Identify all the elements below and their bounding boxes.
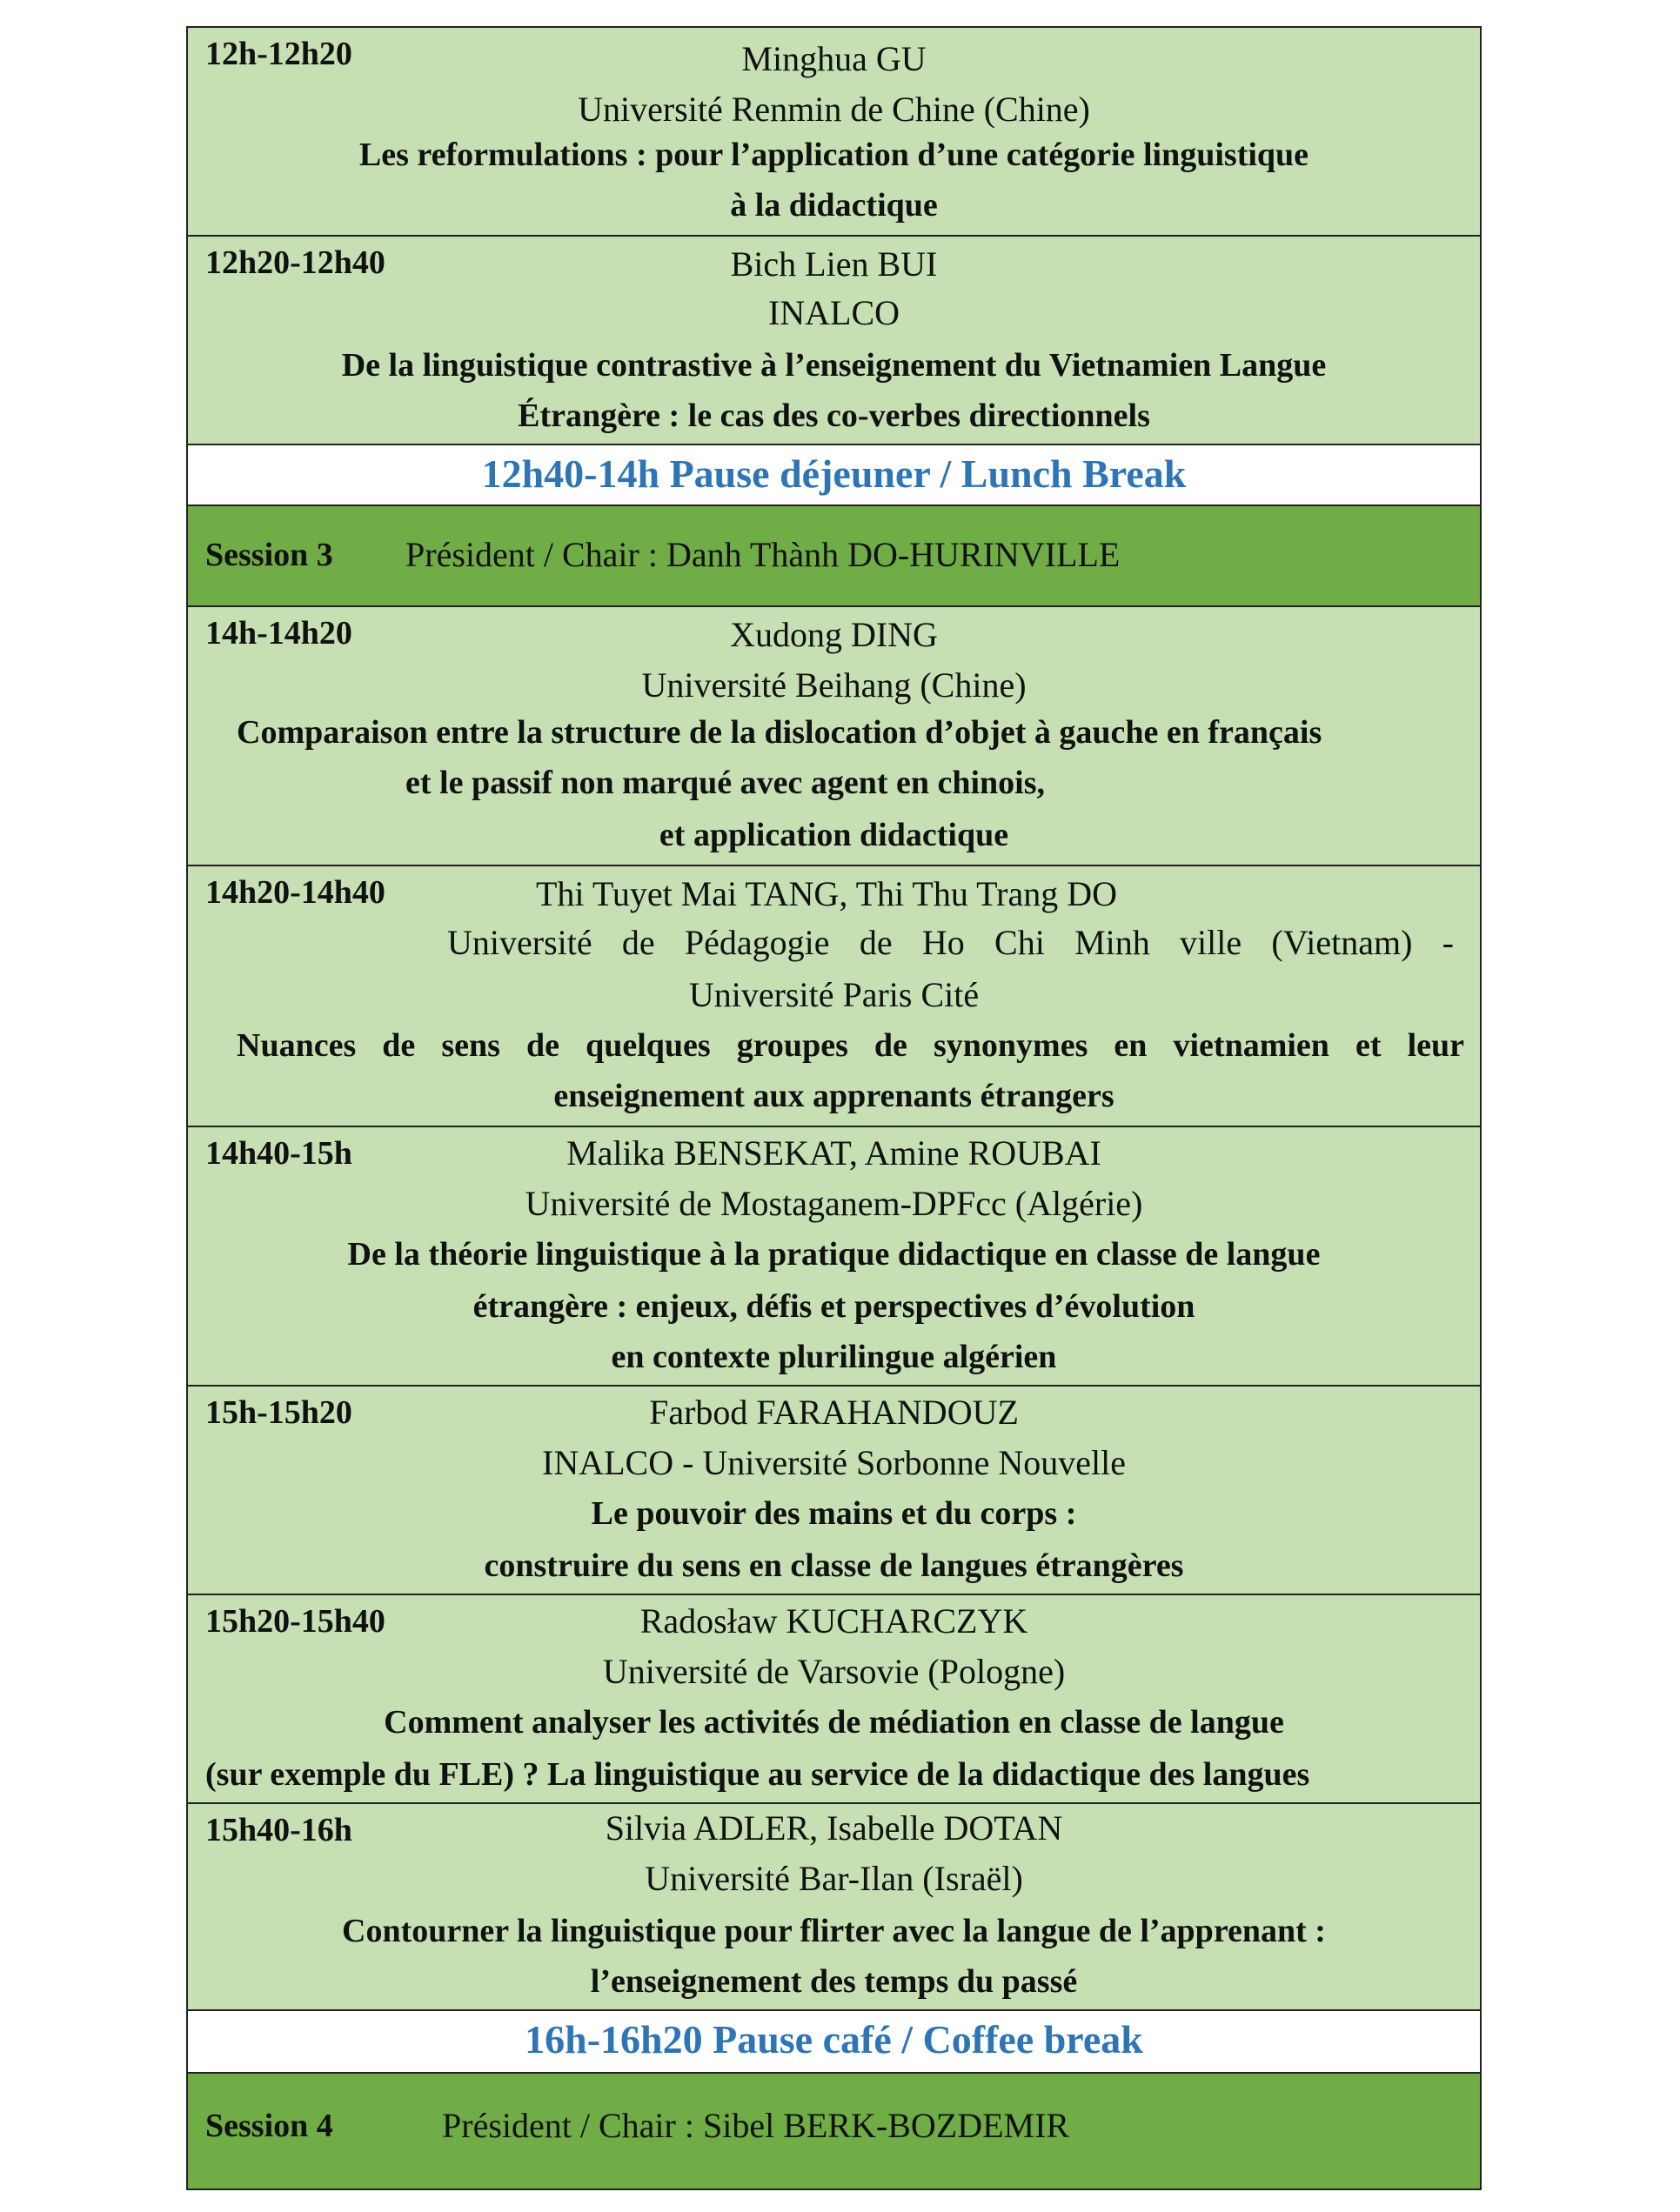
talk-time: 15h-15h20 (205, 1394, 352, 1431)
talk-title-line: Les reformulations : pour l’application d’une catégorie linguistique (358, 137, 1309, 173)
break-row (188, 445, 1480, 506)
talk-title-line: Comparaison entre la structure de la dislocation d’objet à gauche en français (237, 714, 1322, 751)
talk-title-line: et application didactique (659, 817, 1009, 853)
break-label: 12h40-14h Pause déjeuner / Lunch Break (481, 451, 1187, 496)
talk-title-line: Étrangère : le cas des co-verbes directionnels (518, 398, 1150, 434)
talk-title-line: en contexte plurilingue algérien (611, 1339, 1057, 1375)
talk-row (188, 28, 1480, 237)
speaker-names: Silvia ADLER, Isabelle DOTAN (605, 1808, 1063, 1848)
speaker-affiliation: INALCO (767, 293, 900, 332)
speaker-affiliation: Université de Pédagogie de Ho Chi Minh ville (Vietnam) - (447, 923, 1454, 962)
session-label: Session 3 (205, 537, 333, 573)
session-chair: Président / Chair : Danh Thành DO-HURINVILLE (405, 535, 1121, 574)
session-chair: Président / Chair : Sibel BERK-BOZDEMIR (442, 2106, 1070, 2145)
talk-title-line: construire du sens en classe de langues étrangères (484, 1547, 1184, 1584)
speaker-affiliation: Université Bar-Ilan (Israël) (645, 1859, 1023, 1898)
break-label: 16h-16h20 Pause café / Coffee break (525, 2017, 1143, 2062)
speaker-affiliation: Université de Varsovie (Pologne) (602, 1652, 1066, 1691)
talk-row (188, 607, 1480, 866)
speaker-names: Farbod FARAHANDOUZ (649, 1393, 1019, 1432)
talk-time: 15h20-15h40 (205, 1603, 385, 1640)
talk-time: 14h-14h20 (205, 615, 352, 652)
speaker-affiliation: Université Paris Cité (688, 975, 980, 1014)
speaker-names: Xudong DING (730, 615, 938, 654)
talk-title-line: Comment analyser les activités de médiation en classe de langue (384, 1704, 1284, 1741)
speaker-affiliation: Université Renmin de Chine (Chine) (578, 90, 1090, 129)
talk-row (188, 1127, 1480, 1387)
speaker-names: Bich Lien BUI (730, 244, 938, 284)
speaker-affiliation: Université de Mostaganem-DPFcc (Algérie) (525, 1184, 1143, 1223)
talk-title-line: De la linguistique contrastive à l’enseignement du Vietnamien Langue (341, 347, 1327, 384)
session-row (188, 506, 1480, 607)
talk-row (188, 1595, 1480, 1804)
talk-row (188, 237, 1480, 445)
talk-time: 14h20-14h40 (205, 874, 385, 911)
talk-row (188, 1804, 1480, 2011)
talk-title-line: Nuances de sens de quelques groupes de synonymes en vietnamien et leur (237, 1027, 1464, 1064)
talk-title-line: Contourner la linguistique pour flirter avec la langue de l’apprenant : (342, 1913, 1326, 1949)
session-label: Session 4 (205, 2108, 333, 2144)
speaker-names: Malika BENSEKAT, Amine ROUBAI (566, 1133, 1101, 1173)
talk-row (188, 1387, 1480, 1595)
talk-row (188, 866, 1480, 1127)
speaker-names: Minghua GU (741, 39, 927, 78)
talk-time: 15h40-16h (205, 1812, 352, 1848)
speaker-affiliation: INALCO - Université Sorbonne Nouvelle (542, 1443, 1126, 1482)
talk-title-line: l’enseignement des temps du passé (590, 1963, 1078, 2000)
talk-title-line: (sur exemple du FLE) ? La linguistique au service de la didactique des langues (205, 1756, 1310, 1793)
talk-title-line: enseignement aux apprenants étrangers (553, 1078, 1114, 1114)
talk-title-line: étrangère : enjeux, défis et perspectives d’évolution (472, 1288, 1195, 1325)
talk-time: 12h-12h20 (205, 36, 352, 72)
talk-title-line: Le pouvoir des mains et du corps : (591, 1495, 1077, 1532)
talk-title-line: à la didactique (730, 187, 938, 224)
speaker-affiliation: Université Beihang (Chine) (641, 665, 1027, 705)
talk-title-line: et le passif non marqué avec agent en chinois, (405, 765, 1046, 801)
session-row (188, 2074, 1480, 2190)
talk-time: 12h20-12h40 (205, 244, 385, 281)
program-table (186, 26, 1482, 2190)
speaker-names: Radosław KUCHARCZYK (639, 1601, 1028, 1641)
talk-time: 14h40-15h (205, 1135, 352, 1172)
talk-title-line: De la théorie linguistique à la pratique didactique en classe de langue (347, 1236, 1321, 1273)
speaker-names: Thi Tuyet Mai TANG, Thi Thu Trang DO (536, 874, 1118, 913)
break-row (188, 2011, 1480, 2074)
